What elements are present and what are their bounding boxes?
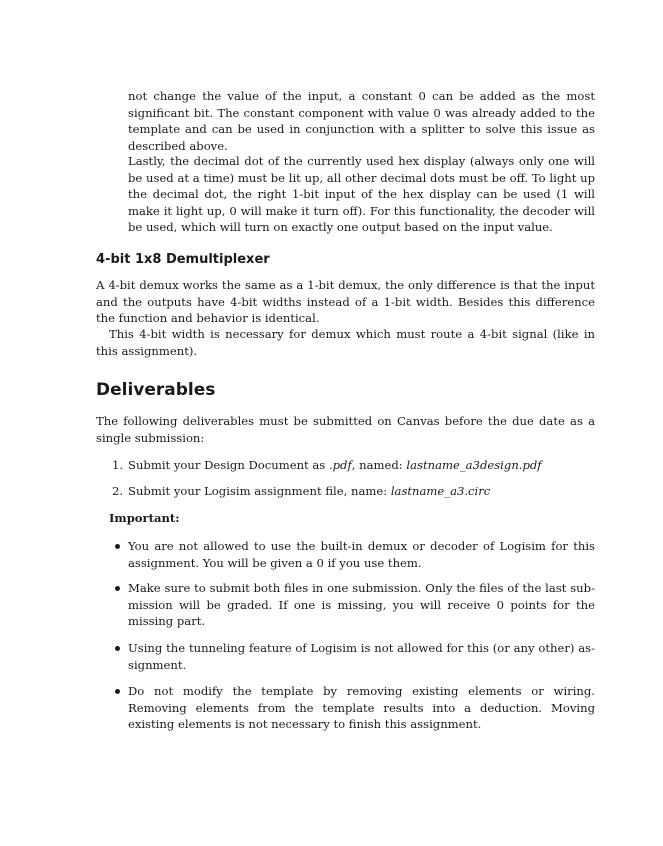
bullet-item [128, 580, 595, 630]
bullet-item [128, 538, 595, 571]
bullet-item [128, 640, 595, 673]
bullet-text: You are not allowed to use the built-in demux or decoder of Logisim for this assignment. You will be given a 0 if you use them. [128, 539, 595, 570]
item-text-mid: , named: [351, 458, 407, 472]
bullet-text: Do not modify the template by removing existing elements or wiring. Removing elements from the template results into a deduction. Moving existing elements is not necessary to finish this assignment. [128, 684, 595, 732]
bullet-dot [115, 646, 120, 651]
file-name: lastname_a3design.pdf [406, 458, 542, 472]
bullet-text: Make sure to submit both files in one submission. Only the files of the last sub-mission will be graded. If one is missing, you will receive 0 points for the missing part. [128, 581, 595, 629]
file-extension: .pdf [328, 458, 352, 472]
bullet-text: Using the tunneling feature of Logisim is not allowed for this (or any other) as-signment. [128, 641, 595, 672]
bullet-dot [115, 689, 120, 694]
section-heading-deliverables: Deliverables [96, 380, 216, 400]
item-number: 1. [112, 458, 124, 472]
demux-paragraph: A 4-bit demux works the same as a 1-bit demux, the only difference is that the input and the outputs have 4-bit widths instead of a 1-bit width. Besides this difference the function and behavior is identical. [96, 278, 595, 326]
deliverable-item [112, 483, 595, 500]
item-number: 2. [112, 484, 124, 498]
decimal-dot-paragraph: Lastly, the decimal dot of the currently used hex display (always only one will be used at a time) must be lit up, all other decimal dots must be off. To light up the decimal dot, the right 1-bit input of the hex display can be used (1 will make it light up, 0 will make it turn off). For this functionality, the decoder will be used, which will turn on exactly one output based on the input value. [128, 154, 595, 235]
file-name: lastname_a3.circ [390, 484, 491, 498]
bullet-item [128, 683, 595, 733]
bullet-dot [115, 544, 120, 549]
bullet-dot [115, 586, 120, 591]
important-label: Important: [109, 511, 180, 525]
deliverables-intro: The following deliverables must be submitted on Canvas before the due date as a single submission: [96, 414, 595, 445]
item-text: Submit your Design Document as [128, 458, 329, 472]
continuation-paragraph: not change the value of the input, a constant 0 can be added as the most significant bit. The constant component with value 0 was already added to the template and can be used in conjunction with a splitter to solve this issue as described above. [128, 89, 595, 153]
demux-width-paragraph: This 4-bit width is necessary for demux which must route a 4-bit signal (like in this assignment). [96, 327, 595, 358]
deliverable-item [112, 457, 595, 474]
section-heading-demux: 4-bit 1x8 Demultiplexer [96, 252, 270, 267]
item-text: Submit your Logisim assignment file, name: [128, 484, 391, 498]
